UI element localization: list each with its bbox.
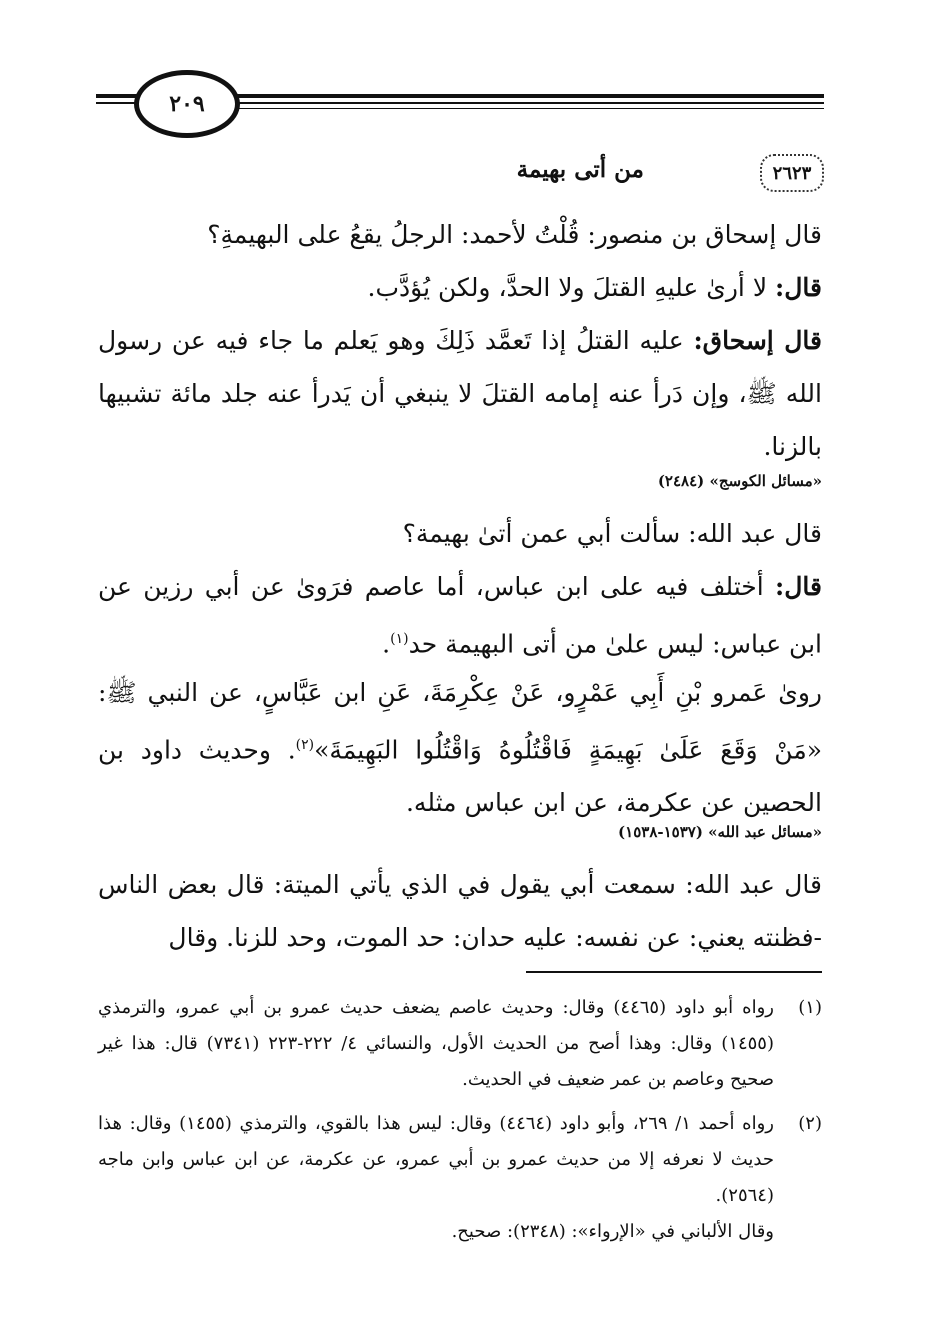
footnote-text: رواه أبو داود (٤٤٦٥) وقال: وحديث عاصم يضعف حديث عمرو بن أبي عمرو، والترمذي (١٤٥٥) وقال: وهذا أصح من الحديث الأول، والنسائي ٤/ ٢٢٢-٢٢٣ (٧٣٤١) قال: هذا غير صحيح وعاصم بن عمر ضعيف في الحديث. [98, 997, 774, 1090]
speaker-label: قال: [775, 572, 822, 601]
paragraph-ishaq: قال إسحاق: عليه القتلُ إذا تَعمَّد ذَلِكَ وهو يَعلم ما جاء فيه عن رسول الله ﷺ، وإن دَرأ عنه إمامه القتلَ لا ينبغي أن يَدرأ عنه جلد مائة تشبيها بالزنا. [98, 326, 822, 461]
footnote [98, 1106, 822, 1250]
paragraph-question: قال إسحاق بن منصور: قُلْتُ لأحمد: الرجلُ يقعُ على البهيمةِ؟ [207, 220, 822, 249]
section-title: من أتى بهيمة [516, 156, 644, 183]
issue-number-badge: ٢٦٢٣ [760, 154, 824, 192]
speaker-label: قال إسحاق: [693, 326, 822, 355]
page-number: ٢٠٩ [134, 70, 240, 138]
source-reference: «مسائل عبد الله» (١٥٣٧-١٥٣٨) [618, 823, 822, 841]
source-reference: «مسائل الكوسج» (٢٤٨٤) [657, 472, 822, 490]
speaker-label: قال: [775, 273, 822, 302]
page-header [96, 66, 824, 136]
footnote-number: (١) [798, 997, 822, 1018]
footnote-separator [526, 971, 822, 973]
footnote-text: رواه أحمد ١/ ٢٦٩، وأبو داود (٤٤٦٤) وقال: ليس هذا بالقوي، والترمذي (١٤٥٥) وقال: هذا حديث لا نعرفه إلا من حديث عمرو بن أبي عمرو، عن عكرمة، عن ابن عباس وابن ماجه (٢٥٦٤). [98, 1113, 774, 1206]
footnote-marker: (١) [390, 631, 409, 647]
footnote-marker: (٢) [295, 737, 315, 753]
paragraph-answer: قال: لا أرىٰ عليهِ القتلَ ولا الحدَّ، ولكن يُؤدَّب. [367, 273, 822, 302]
paragraph-abdullah: قال عبد الله: سألت أبي عمن أتىٰ بهيمة؟ [402, 519, 822, 548]
header-rule [204, 108, 824, 109]
section-heading [96, 150, 824, 198]
paragraph-corpse: قال عبد الله: سمعت أبي يقول في الذي يأتي الميتة: قال بعض الناس -فظنته يعني: عن نفسه: عليه حدان: حد الموت، وحد للزنا. وقال [98, 870, 822, 952]
footnote [98, 990, 822, 1098]
paragraph-reply: قال: أختلف فيه على ابن عباس، أما عاصم فرَوىٰ عن أبي رزين عن ابن عباس: ليس علىٰ من أتى البهيمة حد$^{(١)}$. [98, 572, 822, 659]
paragraph-hadith: روىٰ عَمرو بْنِ أَبِي عَمْرٍو، عَنْ عِكْرِمَةَ، عَنِ ابن عَبَّاسٍ، عن النبي ﷺ: «مَنْ وَقَعَ عَلَىٰ بَهِيمَةٍ فَاقْتُلُوهُ وَاقْتُلُوا البَهِيمَةَ»$^{(٢)}$. وحديث داود بن الحصين عن عكرمة، عن ابن عباس مثله. [98, 678, 823, 818]
footnote-text: وقال الألباني في «الإرواء»: (٢٣٤٨): صحيح. [451, 1221, 774, 1242]
footnote-number: (٢) [798, 1113, 822, 1134]
